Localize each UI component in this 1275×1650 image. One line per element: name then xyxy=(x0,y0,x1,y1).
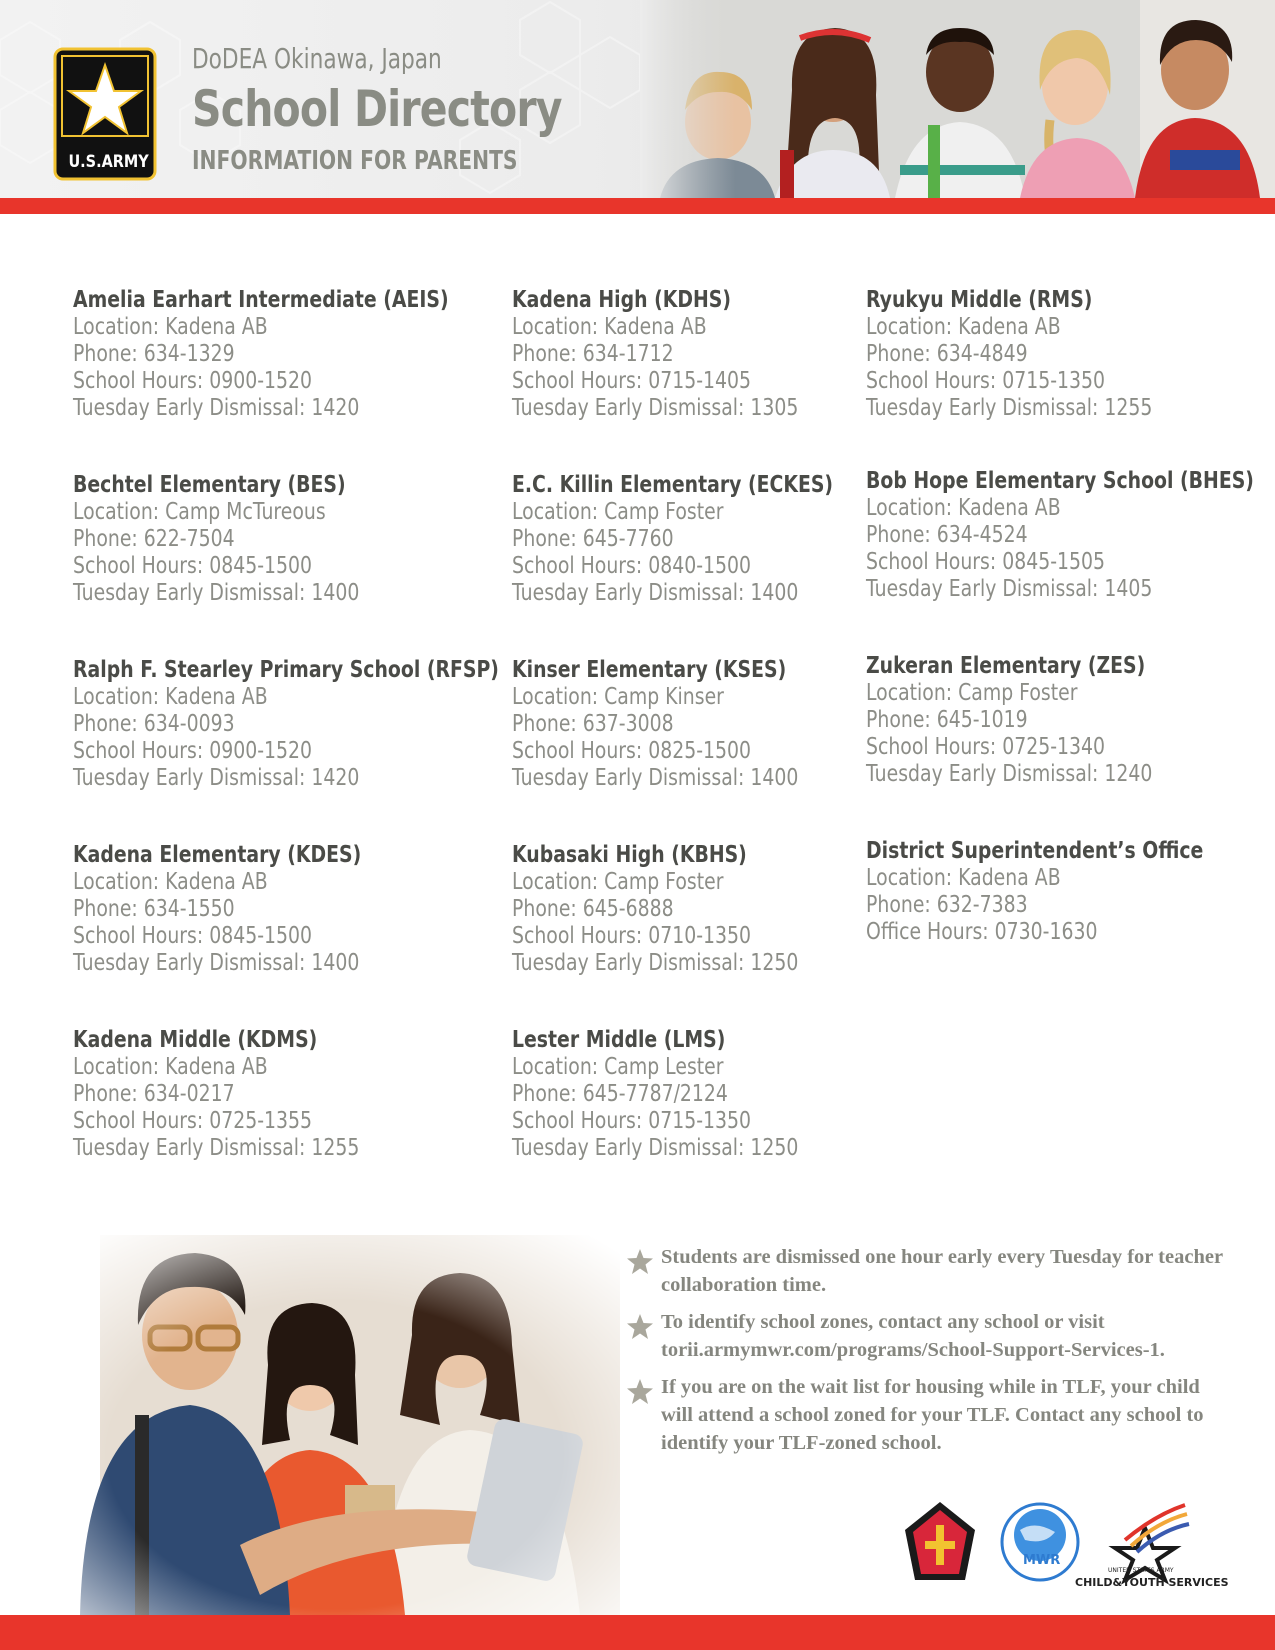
office-hours: Office Hours: 0730-1630 xyxy=(866,919,1098,945)
school-phone: Phone: 645-1019 xyxy=(866,707,1028,733)
school-name: Bob Hope Elementary School (BHES) xyxy=(866,468,1254,494)
school-entry xyxy=(73,656,499,792)
school-hours: School Hours: 0900-1520 xyxy=(73,738,313,764)
school-early-dismissal: Tuesday Early Dismissal: 1255 xyxy=(73,1135,360,1161)
school-name: Amelia Earhart Intermediate (AEIS) xyxy=(73,287,449,313)
school-name: Ralph F. Stearley Primary School (RFSP) xyxy=(73,657,499,683)
school-hours: School Hours: 0900-1520 xyxy=(73,368,313,394)
school-location: Location: Camp Foster xyxy=(512,499,724,525)
school-early-dismissal: Tuesday Early Dismissal: 1400 xyxy=(512,580,799,606)
school-hours: School Hours: 0715-1350 xyxy=(512,1108,752,1134)
notes-list xyxy=(626,1243,1226,1466)
school-early-dismissal: Tuesday Early Dismissal: 1250 xyxy=(512,950,799,976)
mwr-logo xyxy=(1002,1504,1078,1580)
footer-red-stripe xyxy=(0,1615,1275,1650)
school-phone: Phone: 645-6888 xyxy=(512,896,674,922)
office-name: District Superintendent’s Office xyxy=(866,838,1204,864)
army-logo-text: U.S.ARMY xyxy=(68,152,149,172)
cys-small-text: UNITED STATES ARMY xyxy=(1108,1567,1174,1574)
school-phone: Phone: 634-1329 xyxy=(73,341,235,367)
office-entry xyxy=(866,837,1275,946)
school-early-dismissal: Tuesday Early Dismissal: 1240 xyxy=(866,761,1153,787)
school-name: Zukeran Elementary (ZES) xyxy=(866,653,1146,679)
school-location: Location: Camp Foster xyxy=(512,869,724,895)
school-location: Location: Kadena AB xyxy=(73,1054,268,1080)
school-location: Location: Kadena AB xyxy=(866,495,1061,521)
school-name: Kadena Middle (KDMS) xyxy=(73,1027,318,1053)
school-name: Ryukyu Middle (RMS) xyxy=(866,287,1093,313)
school-early-dismissal: Tuesday Early Dismissal: 1420 xyxy=(73,765,360,791)
school-location: Location: Kadena AB xyxy=(866,314,1061,340)
school-early-dismissal: Tuesday Early Dismissal: 1400 xyxy=(73,950,360,976)
school-location: Location: Kadena AB xyxy=(73,684,268,710)
school-entry xyxy=(866,652,1275,788)
school-early-dismissal: Tuesday Early Dismissal: 1305 xyxy=(512,395,799,421)
star-bullet-icon xyxy=(626,1378,654,1406)
school-hours: School Hours: 0845-1500 xyxy=(73,553,313,579)
school-phone: Phone: 634-1712 xyxy=(512,341,674,367)
note-item xyxy=(626,1308,1226,1364)
cys-logo-text: CHILD&YOUTH SERVICES xyxy=(1075,1576,1229,1589)
school-entry xyxy=(866,286,1275,422)
school-entry xyxy=(73,286,493,422)
office-phone: Phone: 632-7383 xyxy=(866,892,1028,918)
school-name: Kadena High (KDHS) xyxy=(512,287,731,313)
school-name: Kinser Elementary (KSES) xyxy=(512,657,787,683)
school-location: Location: Camp McTureous xyxy=(73,499,326,525)
note-text: Students are dismissed one hour early every Tuesday for teacher collaboration time. xyxy=(661,1246,1223,1296)
school-hours: School Hours: 0725-1355 xyxy=(73,1108,313,1134)
note-item xyxy=(626,1243,1226,1299)
school-hours: School Hours: 0710-1350 xyxy=(512,923,752,949)
school-early-dismissal: Tuesday Early Dismissal: 1405 xyxy=(866,576,1153,602)
school-phone: Phone: 634-4849 xyxy=(866,341,1028,367)
school-entry xyxy=(73,1026,493,1162)
school-name: E.C. Killin Elementary (ECKES) xyxy=(512,472,834,498)
school-phone: Phone: 634-0217 xyxy=(73,1081,235,1107)
school-phone: Phone: 645-7760 xyxy=(512,526,674,552)
office-location: Location: Kadena AB xyxy=(866,865,1061,891)
header-banner xyxy=(0,0,1275,198)
school-hours: School Hours: 0845-1500 xyxy=(73,923,313,949)
school-hours: School Hours: 0715-1350 xyxy=(866,368,1106,394)
school-location: Location: Camp Foster xyxy=(866,680,1078,706)
school-hours: School Hours: 0845-1505 xyxy=(866,549,1106,575)
school-location: Location: Kadena AB xyxy=(73,869,268,895)
school-phone: Phone: 634-1550 xyxy=(73,896,235,922)
children-photo xyxy=(640,0,1275,198)
school-early-dismissal: Tuesday Early Dismissal: 1400 xyxy=(73,580,360,606)
school-entry xyxy=(866,467,1275,603)
school-early-dismissal: Tuesday Early Dismissal: 1255 xyxy=(866,395,1153,421)
note-text: To identify school zones, contact any school or visit torii.armymwr.com/programs/School-Support-Services-1. xyxy=(661,1311,1165,1361)
school-location: Location: Kadena AB xyxy=(512,314,707,340)
school-hours: School Hours: 0725-1340 xyxy=(866,734,1106,760)
school-name: Kadena Elementary (KDES) xyxy=(73,842,362,868)
note-item xyxy=(626,1373,1226,1457)
school-hours: School Hours: 0840-1500 xyxy=(512,553,752,579)
school-location: Location: Camp Lester xyxy=(512,1054,724,1080)
school-location: Location: Camp Kinser xyxy=(512,684,724,710)
school-phone: Phone: 622-7504 xyxy=(73,526,235,552)
school-entry xyxy=(73,841,493,977)
page-subtitle: DoDEA Okinawa, Japan xyxy=(192,42,442,75)
school-hours: School Hours: 0825-1500 xyxy=(512,738,752,764)
school-entry xyxy=(512,1026,932,1162)
students-photo xyxy=(40,1215,630,1615)
school-phone: Phone: 637-3008 xyxy=(512,711,674,737)
page-title: School Directory xyxy=(192,80,562,138)
star-bullet-icon xyxy=(626,1248,654,1276)
school-early-dismissal: Tuesday Early Dismissal: 1250 xyxy=(512,1135,799,1161)
school-name: Lester Middle (LMS) xyxy=(512,1027,726,1053)
header-red-stripe xyxy=(0,198,1275,214)
mwr-logo-text: MWR xyxy=(1023,1553,1061,1568)
school-entry xyxy=(73,471,493,607)
school-phone: Phone: 645-7787/2124 xyxy=(512,1081,728,1107)
note-text: If you are on the wait list for housing while in TLF, your child will attend a school zoned for your TLF. Contact any school to identify your TLF-zoned school. xyxy=(661,1376,1204,1454)
star-bullet-icon xyxy=(626,1313,654,1341)
school-hours: School Hours: 0715-1405 xyxy=(512,368,752,394)
school-location: Location: Kadena AB xyxy=(73,314,268,340)
school-name: Kubasaki High (KBHS) xyxy=(512,842,747,868)
school-early-dismissal: Tuesday Early Dismissal: 1400 xyxy=(512,765,799,791)
school-early-dismissal: Tuesday Early Dismissal: 1420 xyxy=(73,395,360,421)
school-phone: Phone: 634-4524 xyxy=(866,522,1028,548)
school-name: Bechtel Elementary (BES) xyxy=(73,472,346,498)
installation-support-logo xyxy=(905,1502,975,1580)
page-info-heading: INFORMATION FOR PARENTS xyxy=(192,146,518,176)
school-phone: Phone: 634-0093 xyxy=(73,711,235,737)
